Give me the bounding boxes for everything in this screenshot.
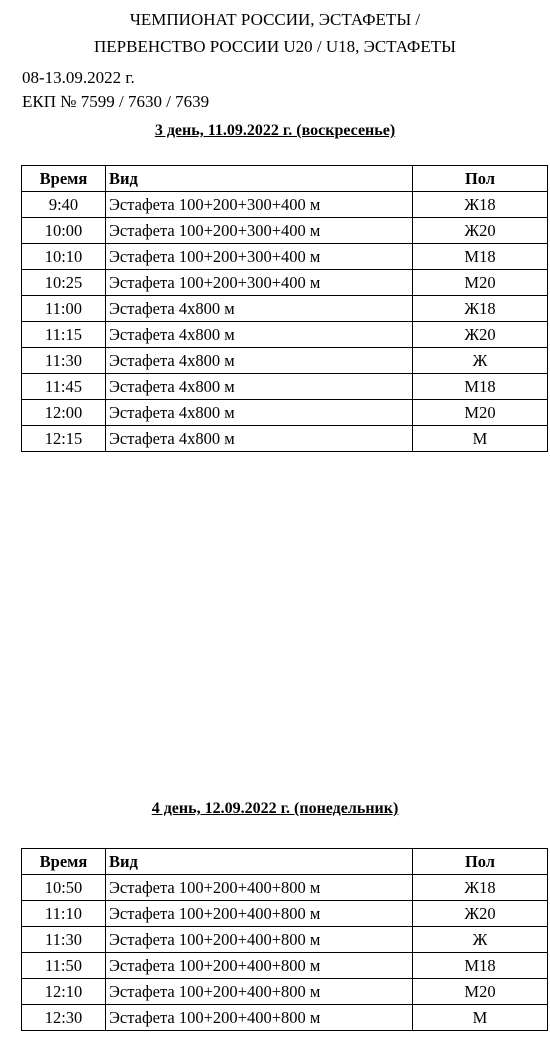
column-header-gender: Пол	[413, 166, 548, 192]
document-title-line-1: ЧЕМПИОНАТ РОССИИ, ЭСТАФЕТЫ /	[129, 10, 421, 29]
table-row	[22, 270, 548, 296]
time-cell: 11:30	[22, 348, 106, 374]
gender-cell: Ж	[413, 348, 548, 374]
time-cell: 10:10	[22, 244, 106, 270]
table-row	[22, 400, 548, 426]
time-cell: 11:45	[22, 374, 106, 400]
column-header-time: Время	[22, 166, 106, 192]
table-row	[22, 218, 548, 244]
event-cell: Эстафета 100+200+300+400 м	[106, 192, 413, 218]
event-dates: 08-13.09.2022 г.	[22, 68, 135, 87]
gender-cell: М	[413, 426, 548, 452]
time-cell: 9:40	[22, 192, 106, 218]
gender-cell: Ж18	[413, 296, 548, 322]
day-4-schedule-table	[21, 848, 548, 1031]
event-cell: Эстафета 100+200+300+400 м	[106, 218, 413, 244]
table-row	[22, 322, 548, 348]
time-cell: 11:00	[22, 296, 106, 322]
event-cell: Эстафета 100+200+400+800 м	[106, 901, 413, 927]
table-row	[22, 296, 548, 322]
table-row	[22, 927, 548, 953]
gender-cell: М18	[413, 374, 548, 400]
table-row	[22, 192, 548, 218]
gender-cell: Ж18	[413, 875, 548, 901]
table-row	[22, 875, 548, 901]
gender-cell: М20	[413, 400, 548, 426]
event-cell: Эстафета 4х800 м	[106, 426, 413, 452]
event-cell: Эстафета 100+200+300+400 м	[106, 244, 413, 270]
column-header-time: Время	[22, 849, 106, 875]
event-cell: Эстафета 100+200+300+400 м	[106, 270, 413, 296]
gender-cell: М20	[413, 979, 548, 1005]
event-cell: Эстафета 4х800 м	[106, 400, 413, 426]
day-3-schedule-table	[21, 165, 548, 452]
time-cell: 10:50	[22, 875, 106, 901]
gender-cell: Ж20	[413, 322, 548, 348]
table-row	[22, 244, 548, 270]
column-header-event: Вид	[106, 849, 413, 875]
time-cell: 10:25	[22, 270, 106, 296]
table-row	[22, 426, 548, 452]
day-3-heading: 3 день, 11.09.2022 г. (воскресенье)	[154, 122, 396, 139]
gender-cell: М18	[413, 953, 548, 979]
time-cell: 12:15	[22, 426, 106, 452]
ekp-number: ЕКП № 7599 / 7630 / 7639	[22, 92, 210, 111]
time-cell: 12:30	[22, 1005, 106, 1031]
table-header-row	[22, 849, 548, 875]
table-row	[22, 901, 548, 927]
column-header-event: Вид	[106, 166, 413, 192]
gender-cell: Ж20	[413, 218, 548, 244]
event-cell: Эстафета 4х800 м	[106, 322, 413, 348]
event-cell: Эстафета 100+200+400+800 м	[106, 927, 413, 953]
table-row	[22, 953, 548, 979]
document-title-line-2: ПЕРВЕНСТВО РОССИИ U20 / U18, ЭСТАФЕТЫ	[94, 37, 456, 56]
day-4-table-body	[22, 875, 548, 1031]
event-cell: Эстафета 4х800 м	[106, 296, 413, 322]
time-cell: 11:30	[22, 927, 106, 953]
time-cell: 11:50	[22, 953, 106, 979]
day-3-table-body	[22, 192, 548, 452]
gender-cell: М18	[413, 244, 548, 270]
event-cell: Эстафета 100+200+400+800 м	[106, 979, 413, 1005]
time-cell: 12:10	[22, 979, 106, 1005]
event-cell: Эстафета 4х800 м	[106, 374, 413, 400]
event-cell: Эстафета 4х800 м	[106, 348, 413, 374]
gender-cell: Ж18	[413, 192, 548, 218]
event-cell: Эстафета 100+200+400+800 м	[106, 875, 413, 901]
table-row	[22, 1005, 548, 1031]
event-cell: Эстафета 100+200+400+800 м	[106, 953, 413, 979]
time-cell: 11:10	[22, 901, 106, 927]
time-cell: 11:15	[22, 322, 106, 348]
table-row	[22, 979, 548, 1005]
column-header-gender: Пол	[413, 849, 548, 875]
gender-cell: Ж20	[413, 901, 548, 927]
day-4-heading: 4 день, 12.09.2022 г. (понедельник)	[151, 800, 399, 817]
gender-cell: М	[413, 1005, 548, 1031]
gender-cell: М20	[413, 270, 548, 296]
table-row	[22, 374, 548, 400]
table-header-row	[22, 166, 548, 192]
time-cell: 10:00	[22, 218, 106, 244]
gender-cell: Ж	[413, 927, 548, 953]
time-cell: 12:00	[22, 400, 106, 426]
table-row	[22, 348, 548, 374]
event-cell: Эстафета 100+200+400+800 м	[106, 1005, 413, 1031]
